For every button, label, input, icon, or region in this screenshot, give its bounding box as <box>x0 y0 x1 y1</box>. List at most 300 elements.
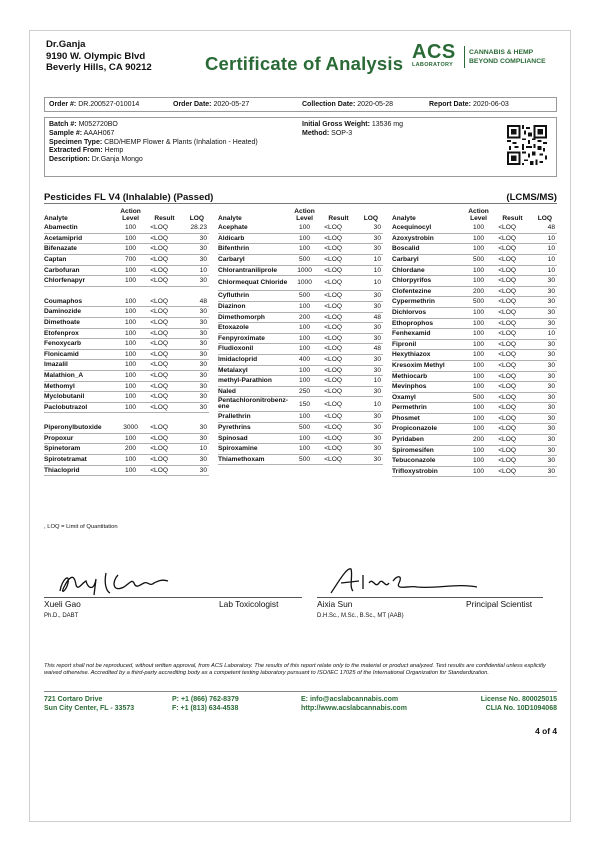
table-row <box>44 433 209 444</box>
action-level-cell: 100 <box>465 350 492 361</box>
signer-2-credentials: D.H.Sc., M.Sc., B.Sc., MT (AAB) <box>317 613 404 619</box>
result-cell: <LOQ <box>318 291 358 302</box>
analyte-cell: Tebuconazole <box>392 456 465 467</box>
signer-1-title: Lab Toxicologist <box>219 599 279 609</box>
table-row <box>218 233 383 244</box>
action-level-cell: 100 <box>291 444 318 455</box>
footer-phone-number: P: +1 (866) 762-8379 <box>172 696 239 703</box>
analyte-cell: Pentachloronitrobenz-ene <box>218 397 291 412</box>
action-level-cell: 100 <box>465 307 492 318</box>
action-level-cell: 100 <box>117 455 144 466</box>
result-cell: <LOQ <box>144 223 184 233</box>
loq-cell: 30 <box>185 328 209 339</box>
result-cell: <LOQ <box>144 370 184 381</box>
result-cell: <LOQ <box>318 265 358 276</box>
table-row <box>218 386 383 397</box>
loq-cell: 30 <box>533 392 557 403</box>
action-level-cell <box>117 413 144 423</box>
analyte-cell: Fipronil <box>392 339 465 350</box>
action-level-cell: 100 <box>465 329 492 340</box>
footer-address-line1: 721 Cortaro Drive <box>44 696 103 703</box>
table-row <box>44 297 209 307</box>
loq-cell: 30 <box>533 424 557 435</box>
action-level-cell: 100 <box>465 466 492 477</box>
table-row <box>44 349 209 360</box>
analyte-cell: Acequinocyl <box>392 223 465 233</box>
action-level-cell: 250 <box>291 386 318 397</box>
analyte-cell: Cyfluthrin <box>218 291 291 302</box>
analyte-cell <box>44 413 117 423</box>
loq-cell: 30 <box>359 354 383 365</box>
action-level-cell: 100 <box>117 297 144 307</box>
result-cell: <LOQ <box>318 333 358 344</box>
analyte-cell: Daminozide <box>44 307 117 318</box>
loq-cell: 10 <box>359 254 383 265</box>
loq-cell: 30 <box>185 244 209 255</box>
loq-cell: 30 <box>533 297 557 308</box>
loq-cell: 30 <box>359 233 383 244</box>
analyte-cell: Chlorantraniliprole <box>218 265 291 276</box>
table-row <box>392 307 557 318</box>
table-row <box>218 433 383 444</box>
collection-date-label: Collection Date: <box>302 101 356 108</box>
action-level-cell: 100 <box>117 265 144 276</box>
analyte-cell: Boscalid <box>392 244 465 255</box>
col-action-word: Action <box>120 208 141 216</box>
result-cell: <LOQ <box>318 397 358 412</box>
table-row <box>44 307 209 318</box>
table-row <box>218 365 383 376</box>
action-level-cell: 100 <box>465 413 492 424</box>
loq-cell <box>185 286 209 296</box>
table-row <box>44 339 209 350</box>
analyte-cell: Carbaryl <box>392 254 465 265</box>
loq-cell: 30 <box>359 244 383 255</box>
footer-contact <box>301 695 407 713</box>
action-level-cell: 100 <box>117 392 144 403</box>
loq-cell: 30 <box>185 254 209 265</box>
action-level-cell: 100 <box>117 381 144 392</box>
result-cell: <LOQ <box>144 307 184 318</box>
result-cell: <LOQ <box>318 312 358 323</box>
result-cell: <LOQ <box>492 435 532 446</box>
result-cell: <LOQ <box>492 265 532 276</box>
action-level-cell: 100 <box>117 223 144 233</box>
loq-cell: 30 <box>359 444 383 455</box>
result-cell: <LOQ <box>492 382 532 393</box>
table-row <box>44 381 209 392</box>
order-number-label: Order #: <box>49 101 77 108</box>
loq-cell: 10 <box>359 376 383 387</box>
table-row <box>392 297 557 308</box>
result-cell: <LOQ <box>318 254 358 265</box>
analyte-cell: Permethrin <box>392 403 465 414</box>
analyte-cell: Chlorfenapyr <box>44 276 117 287</box>
table-row <box>44 370 209 381</box>
table-row <box>392 265 557 276</box>
analyte-cell: Piperonylbutoxide <box>44 423 117 433</box>
action-level-cell: 100 <box>465 223 492 233</box>
result-cell: <LOQ <box>492 244 532 255</box>
table-row <box>218 244 383 255</box>
action-level-cell: 3000 <box>117 423 144 433</box>
loq-cell: 30 <box>359 333 383 344</box>
analyte-cell: Bifenazate <box>44 244 117 255</box>
result-cell: <LOQ <box>492 413 532 424</box>
analyte-cell: Spinosad <box>218 433 291 444</box>
table-row <box>44 413 209 423</box>
col-analyte: Analyte <box>392 215 416 223</box>
action-level-cell: 100 <box>465 371 492 382</box>
loq-cell: 48 <box>185 297 209 307</box>
table-row <box>392 424 557 435</box>
batch-value: M052720BO <box>78 121 118 128</box>
signature-line-1 <box>44 597 302 598</box>
action-level-cell: 100 <box>291 323 318 334</box>
footer-license-number: License No. 800025015 <box>480 696 557 703</box>
client-block <box>46 39 152 74</box>
table-row <box>44 317 209 328</box>
acs-logo <box>412 43 562 73</box>
table-row <box>218 301 383 312</box>
col-action-word: Action <box>468 208 489 216</box>
table-row <box>44 276 209 287</box>
result-cell: <LOQ <box>144 265 184 276</box>
loq-cell: 10 <box>359 276 383 291</box>
action-level-cell: 100 <box>291 301 318 312</box>
analyte-cell: Fenpyroximate <box>218 333 291 344</box>
collection-date-value: 2020-05-28 <box>357 101 394 108</box>
col-action-word: Action <box>294 208 315 216</box>
action-level-cell: 100 <box>117 317 144 328</box>
analyte-cell: Myclobutanil <box>44 392 117 403</box>
footer-address <box>44 695 134 713</box>
table-row <box>44 423 209 433</box>
analyte-cell: Methiocarb <box>392 371 465 382</box>
result-cell: <LOQ <box>144 381 184 392</box>
result-cell <box>144 286 184 296</box>
table-row <box>218 354 383 365</box>
loq-cell: 48 <box>533 223 557 233</box>
description-value: Dr.Ganja Mongo <box>91 156 143 164</box>
loq-cell: 30 <box>533 318 557 329</box>
result-cell: <LOQ <box>492 350 532 361</box>
result-cell: <LOQ <box>318 233 358 244</box>
action-level-cell: 100 <box>117 402 144 413</box>
col-action-level <box>117 208 144 223</box>
action-level-cell: 100 <box>465 456 492 467</box>
analyte-cell: Hexythiazox <box>392 350 465 361</box>
result-cell: <LOQ <box>318 386 358 397</box>
result-cell: <LOQ <box>144 297 184 307</box>
table-row <box>218 312 383 323</box>
table-row <box>44 360 209 371</box>
action-level-cell: 200 <box>117 444 144 455</box>
table-row <box>392 276 557 287</box>
loq-cell: 10 <box>533 244 557 255</box>
result-cell: <LOQ <box>144 455 184 466</box>
analyte-cell: Thiamethoxam <box>218 454 291 465</box>
loq-cell: 30 <box>359 323 383 334</box>
analyte-cell: Fenhexamid <box>392 329 465 340</box>
loq-cell: 30 <box>533 350 557 361</box>
action-level-cell: 100 <box>117 339 144 350</box>
analyte-cell: Phosmet <box>392 413 465 424</box>
action-level-cell: 100 <box>465 382 492 393</box>
table-row <box>44 328 209 339</box>
action-level-cell: 200 <box>291 312 318 323</box>
analyte-cell: Pyridaben <box>392 435 465 446</box>
batch-label: Batch #: <box>49 121 77 128</box>
loq-cell: 30 <box>185 370 209 381</box>
result-cell: <LOQ <box>144 423 184 433</box>
order-date <box>173 101 249 108</box>
footer-clia-number: CLIA No. 10D1094068 <box>485 705 557 712</box>
action-level-cell: 1000 <box>291 265 318 276</box>
result-cell: <LOQ <box>492 445 532 456</box>
analyte-cell: Acephate <box>218 223 291 233</box>
order-date-label: Order Date: <box>173 101 212 108</box>
loq-cell: 10 <box>533 265 557 276</box>
analyte-cell: Fenoxycarb <box>44 339 117 350</box>
result-cell: <LOQ <box>144 233 184 244</box>
analyte-cell: Spiroxamine <box>218 444 291 455</box>
loq-cell: 30 <box>185 392 209 403</box>
extracted-label: Extracted From: <box>49 147 103 155</box>
analyte-cell: Dimethomorph <box>218 312 291 323</box>
analyte-cell: Spirotetramat <box>44 455 117 466</box>
table-row <box>218 265 383 276</box>
analyte-cell: Ethoprophos <box>392 318 465 329</box>
col-level-word: Level <box>296 215 313 223</box>
weight-label: Initial Gross Weight: <box>302 121 370 128</box>
client-name: Dr.Ganja <box>46 39 86 50</box>
action-level-cell <box>117 286 144 296</box>
action-level-cell: 500 <box>465 297 492 308</box>
action-level-cell: 100 <box>117 349 144 360</box>
analyte-cell: Etofenprox <box>44 328 117 339</box>
order-info-bar <box>44 97 557 112</box>
analyte-cell: Carbaryl <box>218 254 291 265</box>
loq-cell: 30 <box>359 412 383 423</box>
result-cell: <LOQ <box>144 392 184 403</box>
table-row <box>392 382 557 393</box>
result-cell: <LOQ <box>144 433 184 444</box>
table-row <box>44 402 209 413</box>
result-cell: <LOQ <box>492 254 532 265</box>
loq-cell: 30 <box>185 423 209 433</box>
action-level-cell: 100 <box>291 344 318 355</box>
action-level-cell: 200 <box>465 435 492 446</box>
table-row <box>392 286 557 297</box>
action-level-cell: 500 <box>465 392 492 403</box>
loq-cell: 30 <box>533 435 557 446</box>
table-row <box>44 265 209 276</box>
result-cell: <LOQ <box>492 339 532 350</box>
result-cell: <LOQ <box>144 317 184 328</box>
result-cell: <LOQ <box>318 376 358 387</box>
loq-cell: 30 <box>185 455 209 466</box>
result-cell: <LOQ <box>318 301 358 312</box>
action-level-cell: 100 <box>291 333 318 344</box>
result-cell: <LOQ <box>318 433 358 444</box>
col-result: Result <box>328 215 349 223</box>
analyte-cell: Malathion_A <box>44 370 117 381</box>
table-row <box>218 444 383 455</box>
loq-cell <box>185 413 209 423</box>
result-cell: <LOQ <box>318 323 358 334</box>
analyte-cell: Etoxazole <box>218 323 291 334</box>
analyte-cell: Imazalil <box>44 360 117 371</box>
action-level-cell: 100 <box>117 244 144 255</box>
loq-cell: 30 <box>185 465 209 476</box>
table-row <box>44 444 209 455</box>
table-row <box>392 413 557 424</box>
header <box>40 39 562 89</box>
report-date-label: Report Date: <box>429 101 472 108</box>
loq-cell: 30 <box>359 454 383 465</box>
analyte-cell <box>44 286 117 296</box>
loq-cell: 30 <box>359 386 383 397</box>
analyte-cell: Clofentezine <box>392 286 465 297</box>
action-level-cell: 500 <box>291 454 318 465</box>
report-date <box>429 101 509 108</box>
loq-cell: 30 <box>533 445 557 456</box>
result-cell: <LOQ <box>318 412 358 423</box>
col-analyte: Analyte <box>44 215 68 223</box>
result-cell: <LOQ <box>492 360 532 371</box>
col-analyte: Analyte <box>218 215 242 223</box>
loq-cell: 30 <box>359 223 383 233</box>
loq-cell: 30 <box>533 466 557 477</box>
table-row <box>44 286 209 296</box>
table-row <box>392 445 557 456</box>
order-number <box>49 101 139 108</box>
table-row <box>44 455 209 466</box>
analyte-cell: Thiacloprid <box>44 465 117 476</box>
analyte-cell: Spiromesifen <box>392 445 465 456</box>
loq-cell: 48 <box>359 312 383 323</box>
table-row <box>44 392 209 403</box>
table-row <box>218 397 383 412</box>
col-action-level <box>291 208 318 223</box>
result-cell <box>144 413 184 423</box>
table-row <box>218 276 383 291</box>
col-action-level <box>465 208 492 223</box>
action-level-cell: 100 <box>117 433 144 444</box>
logo-acs-text: ACS <box>412 41 456 63</box>
result-cell: <LOQ <box>492 329 532 340</box>
action-level-cell: 100 <box>465 318 492 329</box>
result-cell: <LOQ <box>144 349 184 360</box>
table-row <box>392 403 557 414</box>
result-cell: <LOQ <box>318 444 358 455</box>
action-level-cell: 100 <box>291 376 318 387</box>
logo-tagline-1: CANNABIS & HEMP <box>469 49 534 56</box>
result-cell: <LOQ <box>492 233 532 244</box>
analyte-cell: Mevinphos <box>392 382 465 393</box>
table-row <box>392 392 557 403</box>
result-cell: <LOQ <box>492 297 532 308</box>
action-level-cell: 500 <box>291 291 318 302</box>
footer-email[interactable]: E: info@acslabcannabis.com <box>301 696 399 703</box>
loq-cell: 30 <box>533 413 557 424</box>
loq-cell: 30 <box>185 381 209 392</box>
loq-cell: 30 <box>185 349 209 360</box>
loq-cell: 30 <box>359 365 383 376</box>
loq-cell: 30 <box>533 403 557 414</box>
result-cell: <LOQ <box>492 286 532 297</box>
loq-cell: 30 <box>185 317 209 328</box>
client-address-line2: Beverly Hills, CA 90212 <box>46 62 152 73</box>
analyte-cell: Bifenthrin <box>218 244 291 255</box>
analyte-cell: Fludioxonil <box>218 344 291 355</box>
loq-cell: 30 <box>533 371 557 382</box>
result-cell: <LOQ <box>492 392 532 403</box>
result-cell: <LOQ <box>318 354 358 365</box>
table-row <box>218 323 383 334</box>
result-cell: <LOQ <box>318 344 358 355</box>
sample-details <box>49 121 258 165</box>
sample-value: AAAH067 <box>83 129 115 137</box>
analyte-cell: Pyrethrins <box>218 423 291 434</box>
collection-date <box>302 101 393 108</box>
col-level-word: Level <box>122 215 139 223</box>
analyte-cell: Propoxur <box>44 433 117 444</box>
analyte-cell: Aldicarb <box>218 233 291 244</box>
result-cell: <LOQ <box>318 244 358 255</box>
result-cell: <LOQ <box>144 328 184 339</box>
result-cell: <LOQ <box>318 276 358 291</box>
action-level-cell: 500 <box>291 423 318 434</box>
footer-divider <box>44 691 557 692</box>
extracted-value: Hemp <box>104 147 124 155</box>
result-cell: <LOQ <box>492 456 532 467</box>
loq-cell: 10 <box>359 397 383 412</box>
table-row <box>392 339 557 350</box>
result-cell: <LOQ <box>492 466 532 477</box>
table-row <box>392 466 557 477</box>
result-cell: <LOQ <box>492 424 532 435</box>
result-cell: <LOQ <box>492 371 532 382</box>
table-row <box>392 371 557 382</box>
footer-website[interactable]: http://www.acslabcannabis.com <box>301 705 407 712</box>
analyte-cell: Prallethrin <box>218 412 291 423</box>
action-level-cell: 100 <box>117 370 144 381</box>
table-row <box>392 350 557 361</box>
analyte-cell: Captan <box>44 254 117 265</box>
table-row <box>44 233 209 244</box>
action-level-cell: 100 <box>465 424 492 435</box>
pesticides-section-title <box>44 192 557 204</box>
result-cell: <LOQ <box>144 465 184 476</box>
action-level-cell: 100 <box>465 233 492 244</box>
result-cell: <LOQ <box>492 307 532 318</box>
loq-cell: 30 <box>359 433 383 444</box>
analyte-cell: Methomyl <box>44 381 117 392</box>
loq-cell: 10 <box>533 254 557 265</box>
table-row <box>392 254 557 265</box>
table-row <box>218 376 383 387</box>
table-row <box>218 333 383 344</box>
analyte-cell: Oxamyl <box>392 392 465 403</box>
analyte-cell: Acetamiprid <box>44 233 117 244</box>
action-level-cell: 200 <box>465 286 492 297</box>
action-level-cell: 100 <box>465 244 492 255</box>
loq-cell: 30 <box>533 339 557 350</box>
result-cell: <LOQ <box>492 223 532 233</box>
signer-1-credentials: Ph.D., DABT <box>44 613 79 619</box>
